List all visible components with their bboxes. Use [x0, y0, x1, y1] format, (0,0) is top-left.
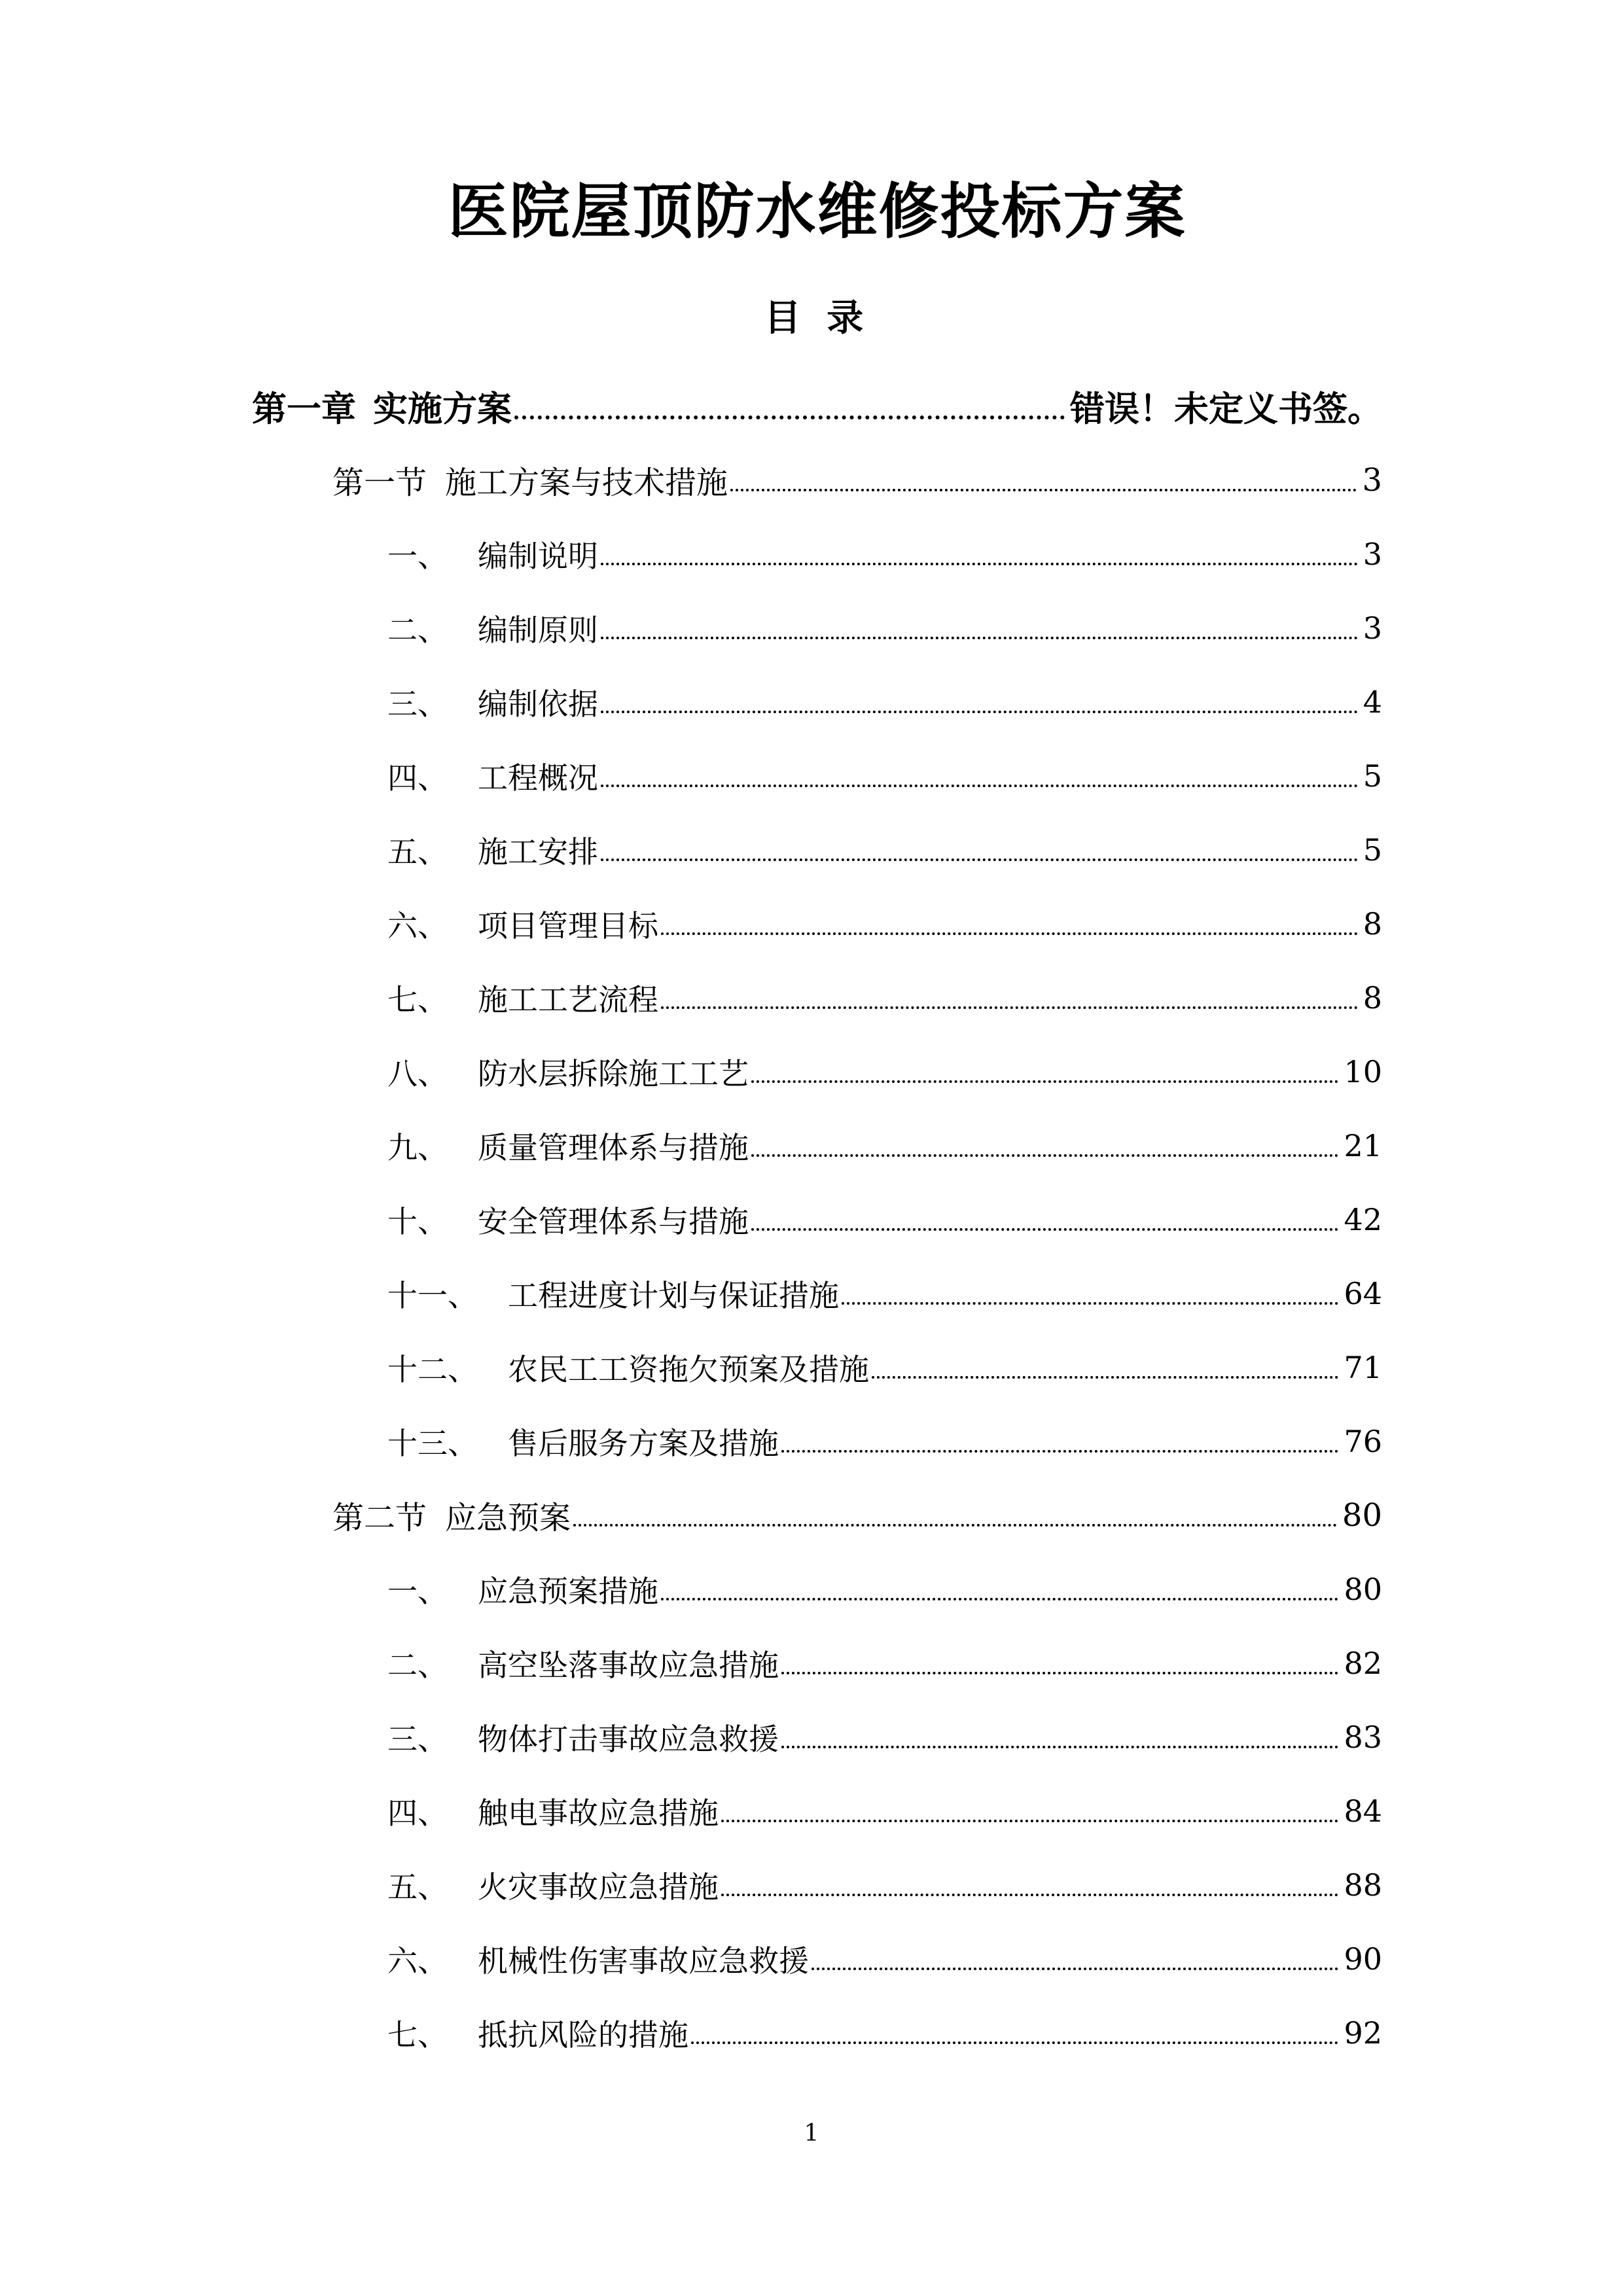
- toc-leader-dots: [661, 1598, 1338, 1600]
- toc-entry-number: 三、: [387, 1721, 448, 1757]
- toc-entry-page: 92: [1344, 2015, 1382, 2051]
- toc-entry-page: 21: [1344, 1127, 1382, 1163]
- toc-entry-label: 编制原则: [478, 612, 598, 648]
- toc-entry-number: 九、: [387, 1129, 448, 1165]
- toc-entry[interactable]: [252, 1848, 1382, 1922]
- toc-entry-label: 工程进度计划与保证措施: [508, 1277, 839, 1313]
- toc-entry[interactable]: [252, 887, 1382, 961]
- toc-entry-number: 第一章: [252, 388, 356, 429]
- toc-leader-dots: [781, 1450, 1338, 1453]
- toc-entry-number: 七、: [387, 981, 448, 1017]
- toc-entry[interactable]: [252, 739, 1382, 813]
- toc-leader-dots: [751, 1154, 1338, 1157]
- toc-entry-number: 一、: [387, 1573, 448, 1609]
- toc-entry[interactable]: [252, 1034, 1382, 1108]
- toc-entry-page: 3: [1363, 536, 1382, 572]
- toc-entry[interactable]: [252, 1774, 1382, 1848]
- toc-entry[interactable]: [252, 1108, 1382, 1182]
- toc-leader-dots: [691, 2041, 1338, 2044]
- toc-entry[interactable]: [252, 1256, 1382, 1330]
- toc-entry-label: 物体打击事故应急救援: [478, 1721, 779, 1757]
- toc-entry-label: 应急预案: [445, 1500, 571, 1537]
- toc-entry[interactable]: [252, 1700, 1382, 1774]
- toc-entry-label: 触电事故应急措施: [478, 1795, 719, 1831]
- toc-entry-page: 8: [1363, 906, 1382, 942]
- toc-entry[interactable]: [252, 591, 1382, 665]
- toc-entry-label: 防水层拆除施工工艺: [478, 1055, 749, 1091]
- toc-leader-dots: [730, 489, 1357, 491]
- toc-entry[interactable]: [252, 1404, 1382, 1478]
- toc-entry-label: 施工安排: [478, 834, 598, 870]
- toc-entry-number: 第一节: [332, 465, 427, 502]
- toc-leader-dots: [601, 858, 1358, 861]
- toc-leader-dots: [661, 1006, 1358, 1009]
- toc-entry-page: 3: [1363, 610, 1382, 646]
- toc-entry-number: 七、: [387, 2017, 448, 2053]
- toc-leader-dots: [781, 1746, 1338, 1748]
- toc-entry-number: 八、: [387, 1055, 448, 1091]
- toc-entry-page: 76: [1344, 1423, 1382, 1459]
- toc-entry-label: 编制依据: [478, 686, 598, 722]
- toc-entry[interactable]: [252, 443, 1382, 517]
- toc-entry-page: 90: [1344, 1941, 1382, 1977]
- toc-entry-page: 83: [1344, 1719, 1382, 1755]
- toc-entry-label: 工程概况: [478, 760, 598, 796]
- toc-entry-number: 十、: [387, 1203, 448, 1239]
- toc-entry[interactable]: [252, 369, 1382, 443]
- toc-entry-number: 三、: [387, 686, 448, 722]
- toc-entry-number: 十二、: [387, 1351, 478, 1387]
- toc-entry-page: 84: [1344, 1793, 1382, 1829]
- toc-entry-page: 5: [1363, 758, 1382, 794]
- toc-entry[interactable]: [252, 1478, 1382, 1552]
- toc-entry-label: 高空坠落事故应急措施: [478, 1647, 779, 1683]
- toc-entry-label: 售后服务方案及措施: [508, 1425, 779, 1461]
- toc-leader-dots: [601, 637, 1358, 639]
- toc-leader-dots: [812, 1968, 1338, 1970]
- toc-entry-page: 82: [1344, 1645, 1382, 1681]
- toc-entry-label: 安全管理体系与措施: [478, 1203, 749, 1239]
- toc-leader-dots: [751, 1080, 1338, 1083]
- toc-entry-label: 农民工工资拖欠预案及措施: [508, 1351, 869, 1387]
- toc-entry-page: 5: [1363, 832, 1382, 868]
- toc-entry-label: 质量管理体系与措施: [478, 1129, 749, 1165]
- toc-leader-dots: [661, 932, 1358, 935]
- toc-leader-dots: [842, 1302, 1338, 1305]
- toc-entry-number: 第二节: [332, 1500, 427, 1537]
- toc-entry-page: 71: [1344, 1349, 1382, 1385]
- toc-entry-label: 应急预案措施: [478, 1573, 658, 1609]
- toc-entry-number: 六、: [387, 908, 448, 944]
- toc-entry-page: 4: [1363, 684, 1382, 720]
- toc-entry[interactable]: [252, 1922, 1382, 1996]
- toc-entry-label: 编制说明: [478, 538, 598, 574]
- toc-entry-page: 80: [1344, 1571, 1382, 1607]
- toc-entry[interactable]: [252, 517, 1382, 591]
- toc-entry-number: 一、: [387, 538, 448, 574]
- toc-entry-page: 8: [1363, 980, 1382, 1016]
- toc-entry[interactable]: [252, 1330, 1382, 1404]
- toc-entry[interactable]: [252, 961, 1382, 1034]
- toc-entry-page: 42: [1344, 1201, 1382, 1237]
- toc-entry[interactable]: [252, 1552, 1382, 1626]
- toc-entry-page: 3: [1362, 461, 1382, 499]
- toc-entry-label: 项目管理目标: [478, 908, 658, 944]
- toc-entry-page: 错误！未定义书签。: [1070, 388, 1382, 429]
- toc-leader-dots: [601, 785, 1358, 787]
- toc-entry-page: 64: [1344, 1275, 1382, 1311]
- toc-entry-label: 机械性伤害事故应急救援: [478, 1943, 809, 1979]
- toc-leader-dots: [514, 415, 1065, 419]
- toc-list: [252, 369, 1382, 2070]
- toc-entry-page: 10: [1344, 1053, 1382, 1089]
- toc-leader-dots: [721, 1894, 1338, 1896]
- toc-entry-number: 二、: [387, 1647, 448, 1683]
- toc-entry-number: 四、: [387, 760, 448, 796]
- toc-entry-number: 十三、: [387, 1425, 478, 1461]
- footer-page-number: 1: [804, 2120, 819, 2147]
- toc-entry[interactable]: [252, 1182, 1382, 1256]
- toc-leader-dots: [872, 1376, 1338, 1379]
- toc-entry-page: 88: [1344, 1867, 1382, 1903]
- toc-entry[interactable]: [252, 813, 1382, 887]
- toc-entry-page: 80: [1342, 1496, 1382, 1534]
- toc-entry-label: 施工工艺流程: [478, 981, 658, 1017]
- toc-leader-dots: [573, 1524, 1337, 1527]
- toc-entry-label: 实施方案: [373, 388, 512, 429]
- toc-entry-number: 六、: [387, 1943, 448, 1979]
- toc-entry-number: 五、: [387, 834, 448, 870]
- toc-entry[interactable]: [252, 1626, 1382, 1700]
- toc-entry-number: 十一、: [387, 1277, 478, 1313]
- toc-entry-number: 二、: [387, 612, 448, 648]
- toc-leader-dots: [751, 1228, 1338, 1231]
- toc-leader-dots: [781, 1672, 1338, 1674]
- toc-entry[interactable]: [252, 1996, 1382, 2070]
- toc-entry-number: 五、: [387, 1869, 448, 1905]
- toc-leader-dots: [721, 1820, 1338, 1822]
- toc-entry-label: 抵抗风险的措施: [478, 2017, 688, 2053]
- toc-entry-number: 四、: [387, 1795, 448, 1831]
- toc-entry-label: 施工方案与技术措施: [445, 465, 728, 502]
- toc-entry[interactable]: [252, 665, 1382, 739]
- document-title: 医院屋顶防水维修投标方案: [448, 176, 1186, 247]
- toc-entry-label: 火灾事故应急措施: [478, 1869, 719, 1905]
- toc-leader-dots: [601, 563, 1358, 565]
- toc-leader-dots: [601, 711, 1358, 713]
- toc-heading: 目 录: [764, 296, 870, 340]
